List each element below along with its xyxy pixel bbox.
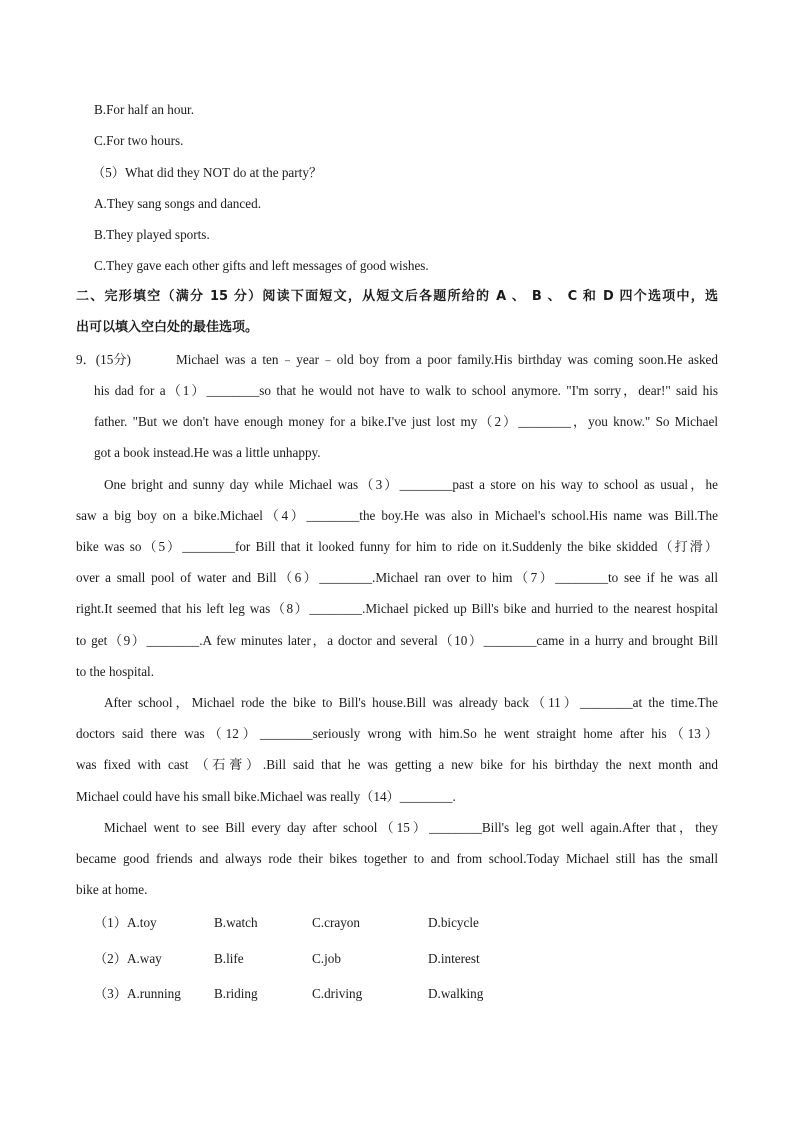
choice-b: B.life	[214, 951, 244, 966]
passage-line: bike at home.	[76, 882, 148, 897]
choice-row	[94, 985, 654, 1003]
passage-line: to the hospital.	[76, 664, 155, 679]
passage-line: his dad for a（1）________so that he would not have to walk to school anymore. "I'm sorry，dear!" said his	[94, 383, 718, 398]
choice-d: D.walking	[428, 986, 484, 1001]
choice-b: B.riding	[214, 986, 258, 1001]
passage-line: Michael was a ten﹣year﹣old boy from a poor family.His birthday was coming soon.He asked	[176, 352, 718, 367]
choice-a: （2）A.way	[94, 951, 162, 966]
passage-line: right.It seemed that his left leg was（8）________.Michael picked up Bill's bike and hurried to the nearest hospital	[76, 601, 718, 616]
passage-line: bike was so（5）________for Bill that it looked funny for him to ride on it.Suddenly the bike skidded（打滑）	[76, 539, 718, 554]
choice-b: B.watch	[214, 915, 258, 930]
passage-line: became good friends and always rode their bikes together to and from school.Today Michael still has the small	[76, 851, 718, 866]
passage-line: One bright and sunny day while Michael was（3）________past a store on his way to school as usual，he	[104, 477, 718, 492]
section-title: 出可以填入空白处的最佳选项。	[76, 320, 259, 335]
option-text: A.They sang songs and danced.	[94, 196, 262, 211]
passage-line: saw a big boy on a bike.Michael（4）________the boy.He was also in Michael's school.His name was Bill.The	[76, 508, 718, 523]
option-text: B.They played sports.	[94, 227, 210, 242]
choice-c: C.driving	[312, 986, 363, 1001]
option-text: C.For two hours.	[94, 133, 184, 148]
choice-row	[94, 914, 654, 932]
choice-a: （3）A.running	[94, 986, 181, 1001]
choice-d: D.bicycle	[428, 915, 479, 930]
choice-c: C.crayon	[312, 915, 360, 930]
choice-a: （1）A.toy	[94, 915, 157, 930]
passage-line: was fixed with cast （石膏）.Bill said that he was getting a new bike for his birthday the next month and	[76, 757, 718, 772]
option-text: C.They gave each other gifts and left messages of good wishes.	[94, 258, 429, 273]
option-text: B.For half an hour.	[94, 102, 194, 117]
question-stem: （5）What did they NOT do at the party？	[92, 165, 323, 180]
question-number: 9．(15分)	[76, 352, 131, 367]
section-title: 二、完形填空（满分 15 分）阅读下面短文，从短文后各题所给的 A 、 B 、 C 和 D 四个选项中，选	[76, 289, 718, 304]
choice-row	[94, 950, 654, 968]
passage-line: over a small pool of water and Bill（6）________.Michael ran over to him（7）________to see if he was all	[76, 570, 718, 585]
passage-line: father. "But we don't have enough money for a bike.I've just lost my（2）________，you know." So Michael	[94, 414, 718, 429]
choice-c: C.job	[312, 951, 341, 966]
passage-line: to get（9）________.A few minutes later，a doctor and several（10）________came in a hurry and brought Bill	[76, 633, 718, 648]
passage-line: Michael could have his small bike.Michael was really（14）________.	[76, 789, 456, 804]
choice-d: D.interest	[428, 951, 480, 966]
passage-line: After school，Michael rode the bike to Bill's house.Bill was already back（11）________at the time.The	[104, 695, 718, 710]
passage-line: got a book instead.He was a little unhappy.	[94, 445, 321, 460]
passage-line: doctors said there was（12）________seriously wrong with him.So he went straight home after his（13）	[76, 726, 718, 741]
passage-line: Michael went to see Bill every day after school（15）________Bill's leg got well again.After that，they	[104, 820, 718, 835]
